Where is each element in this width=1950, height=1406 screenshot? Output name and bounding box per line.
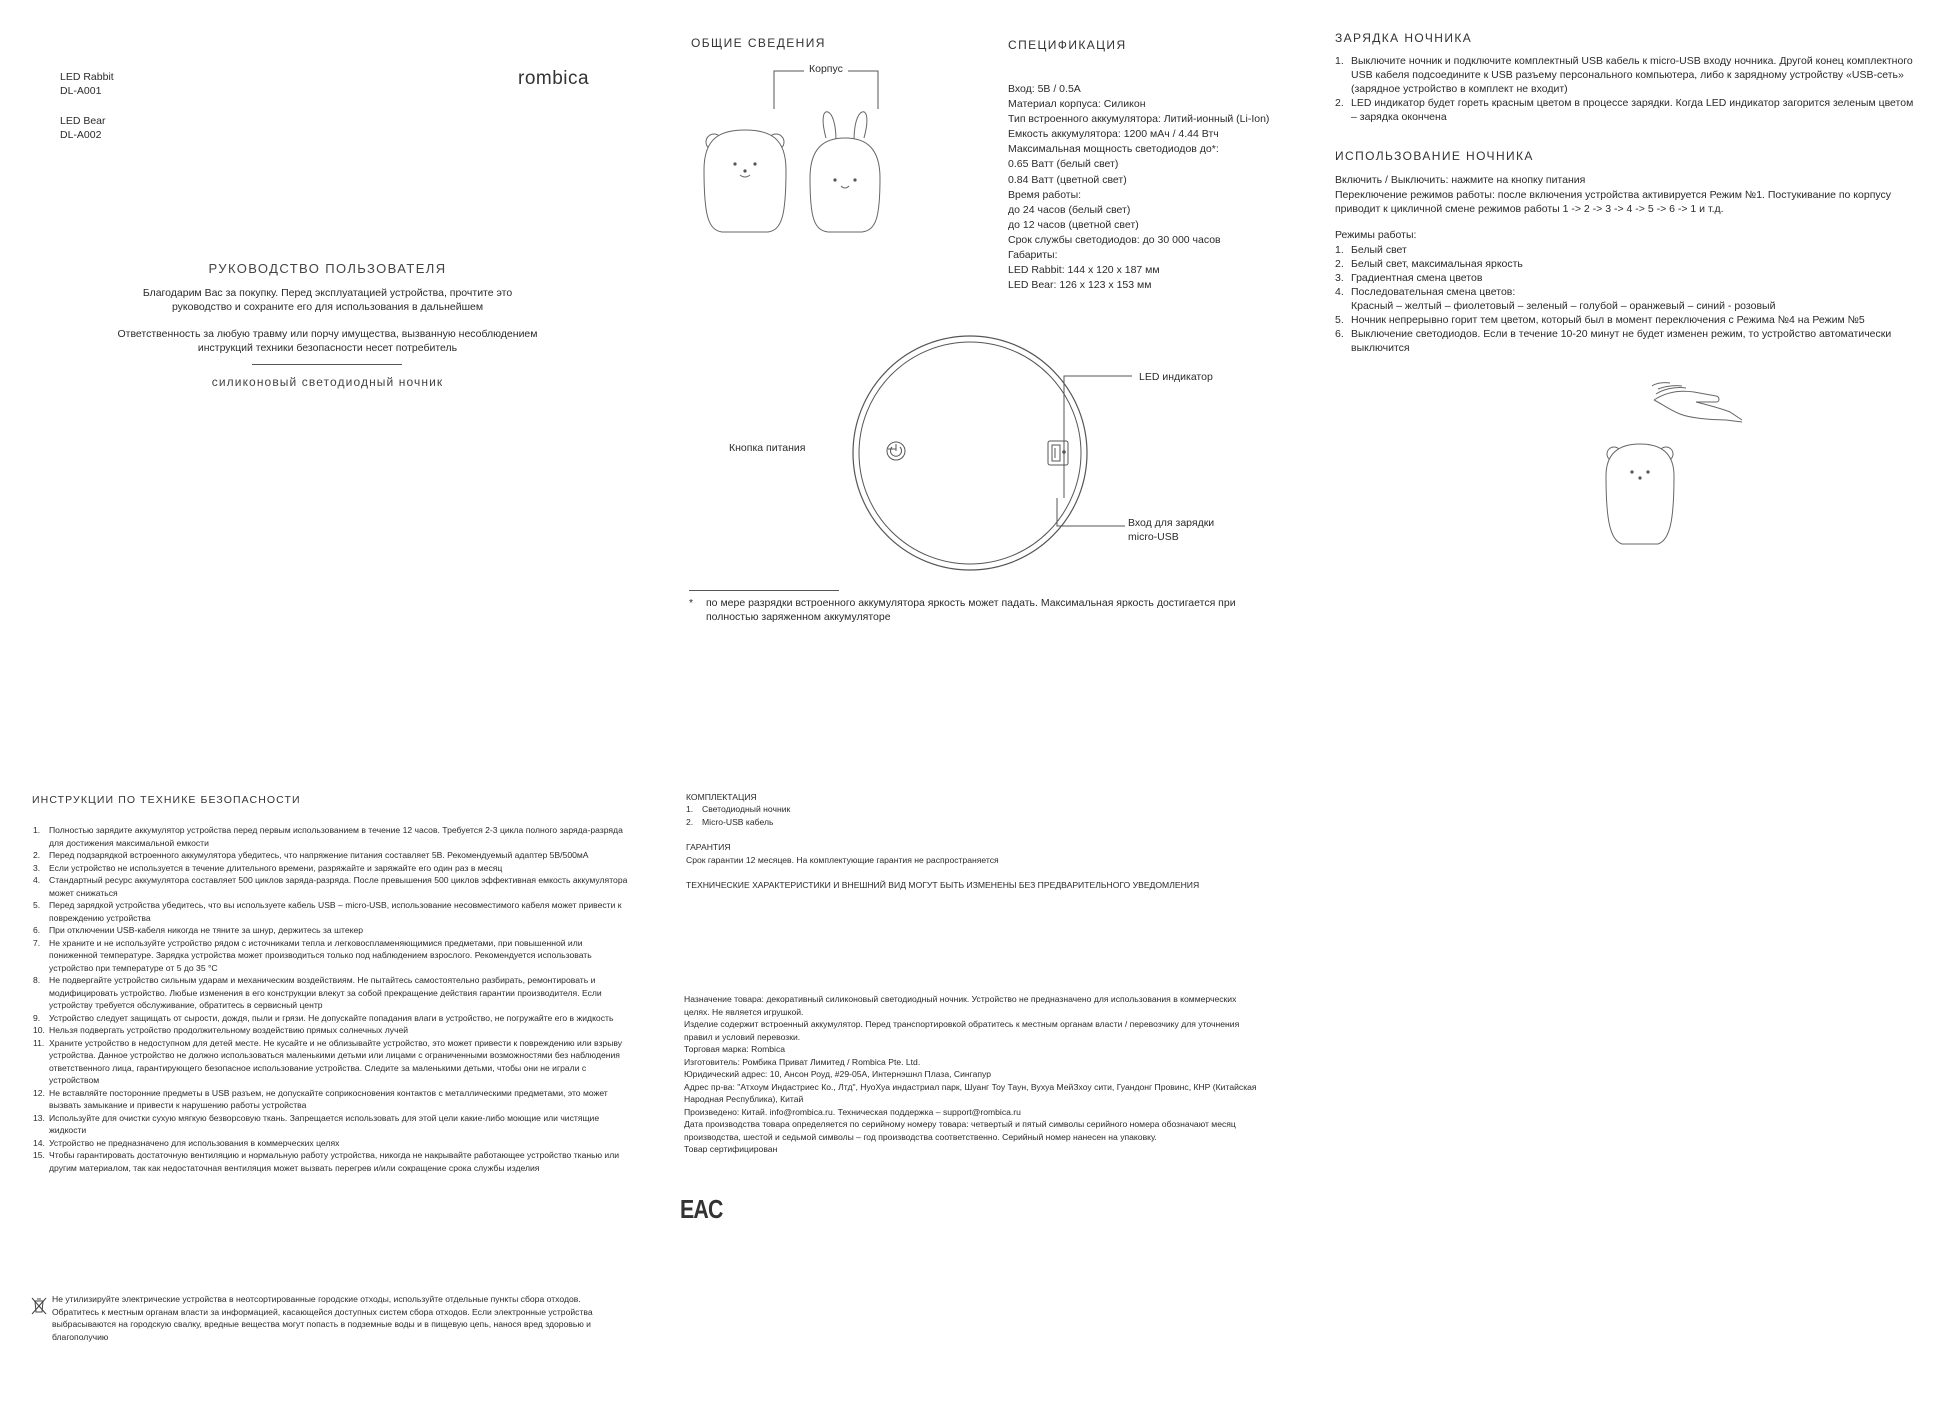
usb-label-line1: Вход для зарядки bbox=[1128, 517, 1215, 529]
list-item-number: 3. bbox=[33, 862, 41, 873]
legal-line: Торговая марка: Rombica bbox=[684, 1044, 786, 1054]
legal-line: Товар сертифицирован bbox=[684, 1144, 778, 1154]
list-item-text: Светодиодный ночник bbox=[702, 804, 791, 814]
model-bear-name: LED Bear bbox=[60, 115, 106, 127]
safety-list bbox=[33, 824, 628, 1174]
list-item-text: Храните устройство в недоступном для детей месте. Не кусайте и не облизывайте устройство, это может привести к повреждению или взрыву устройства. Данное устройство не должно использоваться маленькими детьми или лицами с ограниченными возможностями без наблюдения ответственного лица, гарантирующего безопасное использование устройства. Следите за маленькими детьми, чтобы они не играли с устройством bbox=[49, 1037, 623, 1085]
list-item-text: Устройство следует защищать от сырости, дождя, пыли и грязи. Не допускайте попадания влаги в устройство, не погружайте его в жидкость bbox=[49, 1012, 614, 1023]
list-item-text: Перед зарядкой устройства убедитесь, что вы используете кабель USB – micro-USB, использование несовместимого кабеля может привести к повреждению устройства bbox=[49, 900, 622, 923]
list-item bbox=[33, 849, 628, 862]
model-bear bbox=[60, 114, 106, 142]
legal-line: Изготовитель: Ромбика Приват Лимитед / Rombica Pte. Ltd. bbox=[684, 1056, 921, 1067]
bear-icon bbox=[704, 130, 786, 232]
list-item-number: 5. bbox=[1335, 314, 1344, 326]
list-item-text: Красный – желтый – фиолетовый – зеленый – голубой – оранжевый – синий - розовый bbox=[1351, 300, 1776, 312]
modes-list bbox=[1335, 243, 1920, 355]
list-item-text: Используйте для очистки сухую мягкую безворсовую ткань. Запрещается использовать для этой цели какие-либо моющие или чистящие жидкости bbox=[49, 1112, 600, 1135]
list-item bbox=[33, 1149, 628, 1174]
list-item bbox=[33, 1137, 628, 1150]
footnote-mark: * bbox=[689, 597, 694, 609]
list-item-text: Micro-USB кабель bbox=[702, 816, 774, 827]
list-item bbox=[33, 874, 628, 899]
list-item bbox=[686, 803, 1086, 816]
usage-onoff: Включить / Выключить: нажмите на кнопку питания bbox=[1335, 174, 1586, 186]
list-item-text: Белый свет, максимальная яркость bbox=[1351, 258, 1523, 270]
list-item-number: 1. bbox=[1335, 55, 1344, 67]
list-item-number: 3. bbox=[1335, 272, 1344, 284]
list-item bbox=[1335, 243, 1920, 257]
list-item-number: 1. bbox=[33, 825, 41, 835]
body-callout-left bbox=[774, 71, 804, 109]
list-item bbox=[1335, 327, 1920, 355]
general-title: ОБЩИЕ СВЕДЕНИЯ bbox=[691, 36, 826, 50]
body-label: Корпус bbox=[809, 63, 843, 75]
list-item bbox=[33, 1024, 628, 1037]
cover-divider bbox=[252, 364, 402, 365]
spec-line: Время работы: bbox=[1008, 188, 1082, 201]
list-item bbox=[1335, 313, 1920, 327]
list-item-number: 1. bbox=[1335, 244, 1344, 256]
list-item bbox=[33, 1012, 628, 1025]
list-item-text: Стандартный ресурс аккумулятора составляет 500 циклов заряда-разряда. После превышения 500 циклов эффективная емкость аккумулятора может снижаться bbox=[49, 875, 628, 898]
spec-line: Емкость аккумулятора: 1200 мАч / 4.44 Втч bbox=[1008, 128, 1219, 141]
spec-line: LED Rabbit: 144 х 120 х 187 мм bbox=[1008, 264, 1160, 277]
spec-list bbox=[1008, 82, 1308, 293]
list-item-text: Ночник непрерывно горит тем цветом, который был в момент переключения с Режима №4 на Режим №5 bbox=[1351, 314, 1865, 326]
list-item bbox=[1335, 257, 1920, 271]
safety-title: ИНСТРУКЦИИ ПО ТЕХНИКЕ БЕЗОПАСНОСТИ bbox=[32, 794, 301, 806]
list-item-text: При отключении USB-кабеля никогда не тяните за шнур, держитесь за штекер bbox=[49, 925, 364, 935]
led-indicator-label: LED индикатор bbox=[1139, 371, 1213, 383]
list-item-text: Устройство не предназначено для использования в коммерческих целях bbox=[49, 1137, 340, 1148]
footnote-divider bbox=[689, 590, 839, 591]
spec-line: Вход: 5В / 0.5А bbox=[1008, 83, 1081, 95]
product-subtitle: силиконовый светодиодный ночник bbox=[211, 375, 444, 389]
list-item-number: 9. bbox=[33, 1012, 41, 1023]
list-item bbox=[33, 924, 628, 937]
list-item-number: 1. bbox=[686, 804, 694, 814]
list-item bbox=[33, 1037, 628, 1087]
list-item-text: Выключите ночник и подключите комплектный USB кабель к micro-USB входу ночника. Другой конец комплектного USB кабеля подсоедините к USB разъему персонального компьютера, либо к зарядному устройству «USB-сеть» (зарядное устройство в комплект не входит) bbox=[1351, 55, 1913, 95]
list-item-number: 4. bbox=[1335, 286, 1344, 298]
warranty-text: Срок гарантии 12 месяцев. На комплектующие гарантия не распространяется bbox=[686, 855, 999, 865]
spec-line: 0.84 Ватт (цветной свет) bbox=[1008, 173, 1127, 186]
list-item-text: Чтобы гарантировать достаточную вентиляцию и нормальную работу устройства, никогда не накрывайте работающее устройство тканью или другим материалом, так как недостаточная вентиляция может вызвать перегрев и/или сокращение срока службы изделия bbox=[49, 1150, 620, 1173]
list-item-number: 7. bbox=[33, 937, 41, 948]
usb-label bbox=[1128, 516, 1214, 544]
model-bear-code: DL-A002 bbox=[60, 129, 102, 141]
spec-line: 0.65 Ватт (белый свет) bbox=[1008, 158, 1119, 171]
rabbit-icon bbox=[810, 112, 880, 232]
list-item bbox=[33, 974, 628, 1012]
list-item-text: Не подвергайте устройство сильным ударам и механическим воздействиям. Не пытайтесь самостоятельно разбирать, ремонтировать и модифицировать устройство. Любые изменения в его конструкции влекут за собой прекращение действия гарантии производителя. Если устройству требуется обслуживание, обратитесь в сервисный центр bbox=[49, 975, 602, 1010]
list-item-text: Полностью зарядите аккумулятор устройства перед первым использованием в течение 12 часов. Требуется 2-3 цикла полного заряда-разряда для достижения максимальной емкости bbox=[49, 825, 623, 848]
power-button-label: Кнопка питания bbox=[729, 442, 806, 454]
list-item-text: LED индикатор будет гореть красным цветом в процессе зарядки. Когда LED индикатор загорится зеленым цветом – зарядка окончена bbox=[1351, 97, 1914, 123]
spec-line: LED Bear: 126 х 123 х 153 мм bbox=[1008, 279, 1152, 292]
list-item-number: 2. bbox=[33, 850, 41, 860]
list-item-text: Белый свет bbox=[1351, 244, 1407, 256]
list-item-number: 2. bbox=[686, 816, 694, 827]
model-rabbit bbox=[60, 70, 114, 98]
list-item bbox=[1335, 271, 1920, 285]
list-item bbox=[33, 862, 628, 875]
list-item-number: 2. bbox=[1335, 97, 1344, 109]
modes-title: Режимы работы: bbox=[1335, 229, 1417, 241]
bear-eye-right bbox=[1646, 470, 1649, 473]
list-item-number: 11. bbox=[33, 1037, 45, 1048]
list-item bbox=[1335, 96, 1920, 124]
charging-list bbox=[1335, 54, 1920, 124]
charging-title: ЗАРЯДКА НОЧНИКА bbox=[1335, 31, 1473, 45]
tap-illustration bbox=[1570, 380, 1750, 555]
bear-eye-left bbox=[1630, 470, 1633, 473]
warranty-title: ГАРАНТИЯ bbox=[686, 842, 731, 852]
usage-switching: Переключение режимов работы: после включения устройства активируется Режим №1. Постукивание по корпусу приводит к цикличной смене режимов работы 1 -> 2 -> 3 -> 4 -> 5 -> 6 -> 1 и т.д. bbox=[1335, 189, 1892, 215]
diagram-callouts bbox=[800, 370, 1180, 540]
list-item-number: 15. bbox=[33, 1150, 45, 1160]
thanks-text: Благодарим Вас за покупку. Перед эксплуатацией устройства, прочтите это руководство и сохраните его для использования в дальнейшем bbox=[142, 287, 513, 313]
usage-title: ИСПОЛЬЗОВАНИЕ НОЧНИКА bbox=[1335, 149, 1534, 163]
spec-line: Тип встроенного аккумулятора: Литий-ионный (Li-Ion) bbox=[1008, 113, 1270, 126]
package-list bbox=[686, 803, 1086, 828]
list-item bbox=[1335, 299, 1920, 313]
manual-title: РУКОВОДСТВО ПОЛЬЗОВАТЕЛЯ bbox=[208, 261, 447, 276]
list-item bbox=[33, 899, 628, 924]
model-rabbit-code: DL-A001 bbox=[60, 85, 102, 97]
spec-line: до 24 часов (белый свет) bbox=[1008, 203, 1131, 216]
crossed-bin-icon bbox=[31, 1296, 47, 1316]
legal-line: Изделие содержит встроенный аккумулятор. Перед транспортировкой обратитесь к местным органам власти / перевозчику для уточнения правил и условий перевозки. bbox=[684, 1019, 1240, 1042]
package-title: КОМПЛЕКТАЦИЯ bbox=[686, 792, 757, 802]
list-item-number: 4. bbox=[33, 875, 41, 885]
list-item-number: 8. bbox=[33, 975, 41, 985]
legal-block bbox=[684, 993, 1264, 1156]
model-rabbit-name: LED Rabbit bbox=[60, 71, 114, 83]
legal-line: Назначение товара: декоративный силиконовый светодиодный ночник. Устройство не предназначено для использования в коммерческих целях. Не является игрушкой. bbox=[684, 994, 1237, 1017]
hand-icon bbox=[1652, 383, 1742, 422]
list-item bbox=[33, 1087, 628, 1112]
liability-text: Ответственность за любую травму или порчу имущества, вызванную несоблюдением инструкций техники безопасности несет потребитель bbox=[117, 328, 538, 354]
list-item-number: 2. bbox=[1335, 258, 1344, 270]
spec-line: до 12 часов (цветной свет) bbox=[1008, 218, 1139, 231]
legal-line: Юридический адрес: 10, Ансон Роуд, #29-05А, Интернэшнл Плаза, Сингапур bbox=[684, 1069, 991, 1079]
list-item-number: 13. bbox=[33, 1112, 45, 1123]
list-item-text: Градиентная смена цветов bbox=[1351, 272, 1483, 284]
list-item-number: 14. bbox=[33, 1137, 45, 1148]
list-item-text: Нельзя подвергать устройство продолжительному воздействию прямых солнечных лучей bbox=[49, 1025, 409, 1035]
list-item-text: Если устройство не используется в течение длительного времени, разряжайте и заряжайте его один раз в месяц bbox=[49, 862, 503, 873]
spec-title: СПЕЦИФИКАЦИЯ bbox=[1008, 38, 1127, 52]
list-item bbox=[1335, 285, 1920, 299]
list-item-number: 6. bbox=[33, 925, 41, 935]
recycle-text: Не утилизируйте электрические устройства в неотсортированные городские отходы, используйте отдельные пункты сбора отходов. Обратитесь к местным органам власти за информацией, касающейся доступных систем сбора отходов. Если электронные устройства выбрасываются на городскую свалку, вредные вещества могут попасть в подземные воды и в пищевую цепь, нанося вред здоровью и благополучию bbox=[52, 1294, 593, 1342]
list-item-number: 5. bbox=[33, 900, 41, 910]
body-callout-right bbox=[848, 71, 878, 109]
eac-mark: EAC bbox=[680, 1194, 723, 1224]
legal-line: Адрес пр-ва: "Атхоум Индастриес Ко., Лтд", НуоХуа индастриал парк, Шуанг Тоу Таун, Вухуа МейЗхоу сити, Гуандонг Провинс, КНР (Китайская Народная Республика), Китай bbox=[684, 1081, 1257, 1104]
spec-line: Материал корпуса: Силикон bbox=[1008, 98, 1146, 111]
footnote-text: по мере разрядки встроенного аккумулятора яркость может падать. Максимальная яркость достигается при полностью заряженном аккумуляторе bbox=[706, 597, 1236, 623]
list-item bbox=[33, 824, 628, 849]
list-item-text: Последовательная смена цветов: bbox=[1351, 286, 1516, 298]
usb-label-line2: micro-USB bbox=[1128, 531, 1179, 543]
change-notice: ТЕХНИЧЕСКИЕ ХАРАКТЕРИСТИКИ И ВНЕШНИЙ ВИД МОГУТ БЫТЬ ИЗМЕНЕНЫ БЕЗ ПРЕДВАРИТЕЛЬНОГО УВЕДОМЛЕНИЯ bbox=[686, 880, 1200, 890]
spec-line: Максимальная мощность светодиодов до*: bbox=[1008, 143, 1219, 156]
legal-line: Дата производства товара определяется по серийному номеру товара: четвертый и пятый символы серийного номера обозначают месяц производства, шестой и седьмой символы – год производства соответственно. Серийный номер нанесен на упаковку. bbox=[684, 1119, 1236, 1142]
list-item-text: Не вставляйте посторонние предметы в USB разъем, не допускайте соприкосновения контактов с металлическими предметами, это может вызвать замыкание и привести к нарушению работы устройства bbox=[49, 1087, 608, 1110]
list-item-number: 6. bbox=[1335, 328, 1344, 340]
spec-line: Габариты: bbox=[1008, 249, 1058, 262]
list-item-text: Не храните и не используйте устройство рядом с источниками тепла и легковоспламеняющимися предметами, при повышенной или пониженной температуре. Зарядка устройства может производиться только под наблюдением взрослого. Рекомендуется использовать устройство при температуре от 5 до 35 °С bbox=[49, 937, 592, 973]
list-item bbox=[33, 1112, 628, 1137]
list-item-text: Выключение светодиодов. Если в течение 10-20 минут не будет изменен режим, то устройство автоматически выключится bbox=[1351, 328, 1892, 354]
brand-logo: rombica bbox=[518, 68, 590, 89]
list-item-text: Перед подзарядкой встроенного аккумулятора убедитесь, что напряжение питания составляет 5В. Рекомендуемый адаптер 5В/500мА bbox=[49, 850, 589, 860]
list-item-number: 10. bbox=[33, 1025, 45, 1035]
list-item-number: 12. bbox=[33, 1087, 45, 1098]
list-item bbox=[1335, 54, 1920, 96]
list-item bbox=[33, 937, 628, 975]
product-illustration bbox=[690, 60, 920, 240]
bear-icon bbox=[1606, 444, 1674, 544]
spec-line: Срок службы светодиодов: до 30 000 часов bbox=[1008, 233, 1221, 246]
legal-line: Произведено: Китай. info@rombica.ru. Техническая поддержка – support@rombica.ru bbox=[684, 1106, 1021, 1117]
list-item bbox=[686, 816, 1086, 829]
bear-nose bbox=[1638, 476, 1641, 479]
